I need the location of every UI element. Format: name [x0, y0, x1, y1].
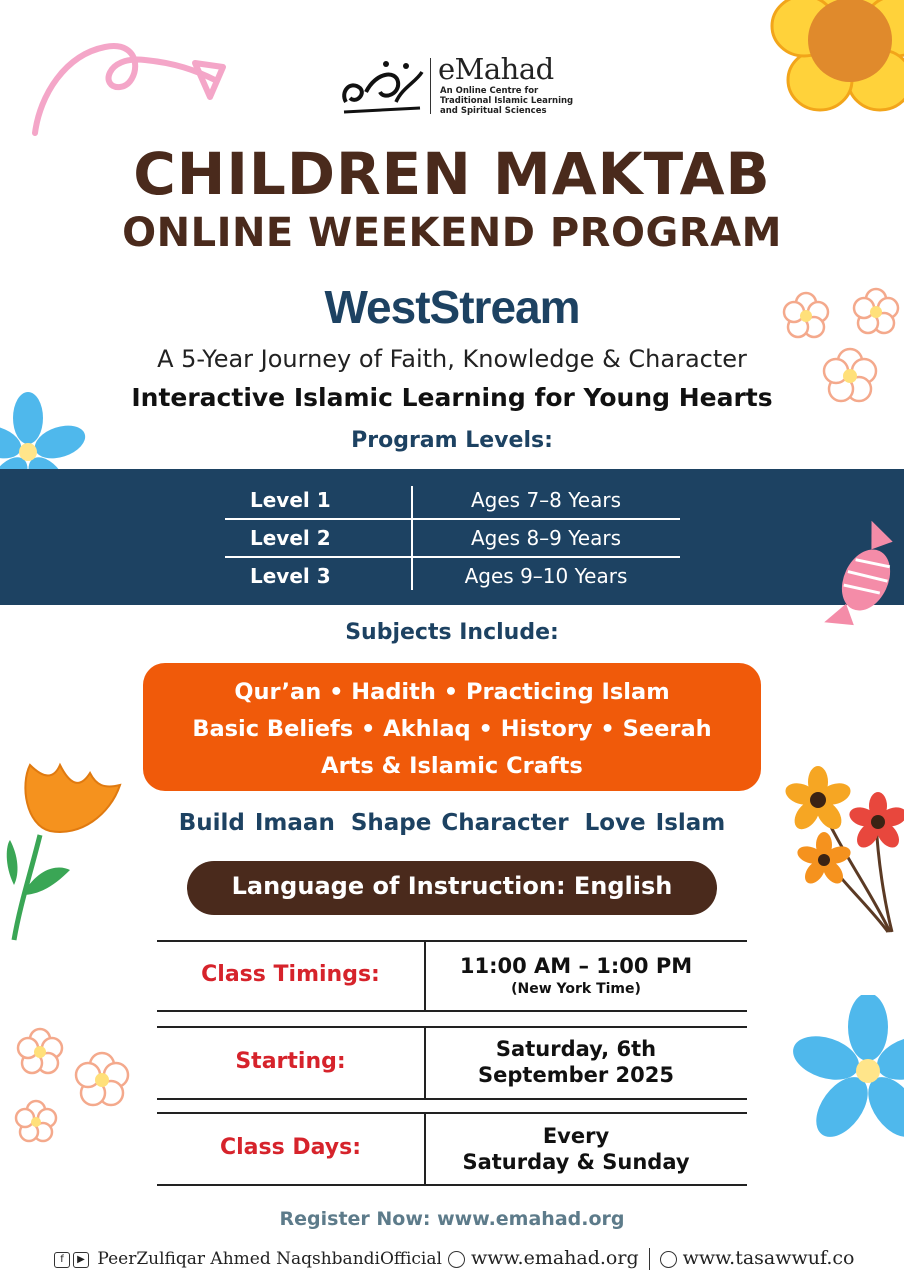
class-days-label: Class Days: — [219, 1135, 362, 1160]
bouquet-icon — [780, 760, 904, 940]
level-ages: Ages 9–10 Years — [464, 564, 628, 588]
sunflower-icon — [750, 0, 904, 130]
level-name: Level 2 — [250, 526, 331, 550]
level-row — [225, 482, 680, 520]
level-row — [225, 520, 680, 558]
facebook-icon: f — [54, 1252, 70, 1268]
footer-social-handle: PeerZulfiqar Ahmed NaqshbandiOfficial — [97, 1249, 442, 1269]
level-row — [225, 558, 680, 596]
language-text: Language of Instruction: English — [231, 872, 673, 900]
tulip-icon — [0, 745, 130, 945]
class-timings-time: 11:00 AM – 1:00 PM — [459, 954, 693, 978]
journey-text: A 5-Year Journey of Faith, Knowledge & Character — [157, 345, 747, 373]
brand-tagline-line: Traditional Islamic Learning — [440, 96, 574, 106]
swirl-arrow-icon — [25, 25, 235, 140]
class-timings-note: (New York Time) — [511, 981, 641, 997]
footer-site-link[interactable]: www.tasawwuf.co — [682, 1247, 855, 1269]
subjects-line: Basic Beliefs • Akhlaq • History • Seerah — [192, 716, 712, 742]
motto-item: Build Imaan — [178, 810, 335, 836]
footer-separator — [649, 1248, 650, 1270]
brand-tagline — [440, 86, 580, 116]
info-rule — [157, 1010, 747, 1012]
info-rule — [157, 1112, 747, 1114]
motto-item: Love Islam — [584, 810, 726, 836]
footer-social[interactable] — [54, 1249, 442, 1269]
blue-flower-icon — [790, 995, 904, 1155]
level-name: Level 1 — [250, 488, 331, 512]
starting-label: Starting: — [235, 1049, 346, 1074]
interactive-text: Interactive Islamic Learning for Young Hearts — [131, 383, 773, 412]
motto — [0, 810, 904, 836]
subjects-box — [143, 663, 761, 791]
register-link[interactable]: Register Now: www.emahad.org — [279, 1208, 625, 1230]
globe-icon — [660, 1251, 677, 1268]
brand-divider — [430, 58, 431, 114]
emahad-logo-icon — [336, 52, 428, 122]
level-name: Level 3 — [250, 564, 331, 588]
footer-sites — [448, 1247, 854, 1270]
class-days-value — [426, 1123, 726, 1175]
info-rule — [157, 1026, 747, 1028]
subjects-heading: Subjects Include: — [345, 620, 559, 645]
globe-icon — [448, 1251, 465, 1268]
subjects-line: Qur’an • Hadith • Practicing Islam — [234, 679, 670, 705]
starting-value-line: September 2025 — [478, 1063, 674, 1087]
class-days-line: Every — [542, 1124, 610, 1148]
level-ages: Ages 8–9 Years — [470, 526, 622, 550]
small-flowers-icon — [8, 1022, 138, 1152]
brand-name: eMahad — [438, 52, 554, 86]
stream-name: WestStream — [324, 281, 580, 333]
page-subtitle: ONLINE WEEKEND PROGRAM — [122, 210, 782, 256]
class-days-line: Saturday & Sunday — [462, 1150, 690, 1174]
brand-tagline-line: and Spiritual Sciences — [440, 106, 547, 116]
starting-value-line: Saturday, 6th — [495, 1037, 657, 1061]
footer-site-link[interactable]: www.emahad.org — [471, 1247, 639, 1269]
info-rule — [157, 1184, 747, 1186]
level-ages: Ages 7–8 Years — [470, 488, 622, 512]
info-rule — [157, 940, 747, 942]
brand-tagline-line: An Online Centre for — [440, 86, 539, 96]
class-timings-value — [426, 953, 726, 999]
info-rule — [157, 1098, 747, 1100]
starting-value — [426, 1036, 726, 1088]
youtube-icon: ▶ — [73, 1252, 89, 1268]
page-title: CHILDREN MAKTAB — [133, 140, 771, 208]
language-pill — [187, 861, 717, 915]
motto-item: Shape Character — [350, 810, 569, 836]
class-timings-label: Class Timings: — [201, 962, 380, 987]
subjects-line: Arts & Islamic Crafts — [321, 753, 583, 779]
levels-heading: Program Levels: — [351, 428, 553, 453]
